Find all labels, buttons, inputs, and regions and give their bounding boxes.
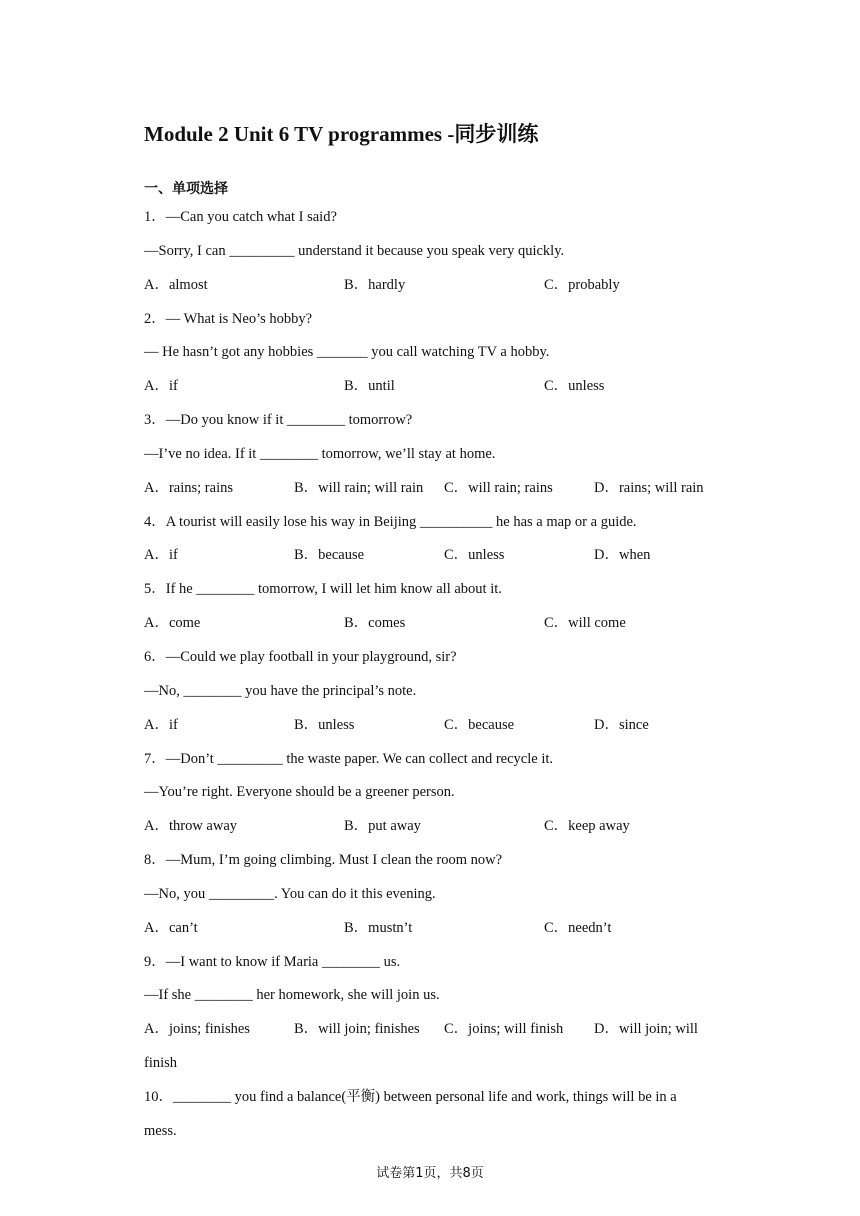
question-line: mess. [144,1122,177,1139]
option-b: B．mustn’t [344,919,413,936]
question-stem: 5．If he ________ tomorrow, I will let him know all about it. [144,581,502,598]
section-heading: 一、单项选择 [144,181,228,197]
option-c: C．will rain; rains [444,479,553,496]
options-row [144,814,724,848]
option-a: A．if [144,547,178,564]
option-a: A．come [144,615,201,632]
question-list [144,205,724,1153]
option-a: A．rains; rains [144,479,233,496]
option-a: A．throw away [144,818,238,835]
option-b: B．because [294,547,365,564]
question-line: —You’re right. Everyone should be a greener person. [144,784,455,801]
question-line: —I’ve no idea. If it ________ tomorrow, we’ll stay at home. [144,445,496,462]
question-line: —Sorry, I can _________ understand it because you speak very quickly. [144,242,565,259]
question-stem: 2．— What is Neo’s hobby? [144,310,313,327]
question-stem: 6．—Could we play football in your playground, sir? [144,648,457,665]
page-footer: 试卷第1页，共8页 [376,1166,484,1181]
question-stem: 1．—Can you catch what I said? [144,209,337,225]
option-c: C．joins; will finish [444,1021,564,1038]
option-b: B．put away [344,818,421,835]
option-c: C．needn’t [544,919,612,936]
options-row [144,543,724,577]
question-stem: 9．—I want to know if Maria ________ us. [144,953,401,970]
option-c: C．keep away [544,818,630,835]
option-a: A．can’t [144,919,198,936]
question-stem: 8．—Mum, I’m going climbing. Must I clean the room now? [144,852,503,869]
option-wrap-line: finish [144,1055,178,1072]
question-stem: 10．________ you find a balance(平衡) between personal life and work, things will be in a [144,1088,677,1105]
options-row [144,476,724,510]
page-title: Module 2 Unit 6 TV programmes -同步训练 [144,122,539,146]
question-line: —No, you _________. You can do it this evening. [144,885,436,902]
option-d: D．when [594,547,651,564]
question-line: — He hasn’t got any hobbies _______ you call watching TV a hobby. [144,344,550,361]
option-b: B．comes [344,615,406,632]
option-c: C．unless [444,547,505,564]
option-c: C．because [444,716,515,733]
options-row [144,713,724,747]
option-d: D．since [594,716,649,733]
option-c: C．probably [544,276,620,293]
options-row [144,916,724,950]
option-b: B．until [344,378,395,395]
option-b: B．will join; finishes [294,1021,420,1038]
option-a: A．if [144,716,178,733]
option-d: D．will join; will [594,1021,698,1038]
question-stem: 4．A tourist will easily lose his way in Beijing __________ he has a map or a guide. [144,513,637,530]
question-line: —No, ________ you have the principal’s note. [144,682,417,699]
question-stem: 7．—Don’t _________ the waste paper. We can collect and recycle it. [144,750,554,767]
option-c: C．unless [544,378,605,395]
question-line: —If she ________ her homework, she will join us. [144,987,440,1004]
option-b: B．hardly [344,276,406,293]
option-a: A．joins; finishes [144,1021,250,1038]
option-a: A．if [144,378,178,395]
option-c: C．will come [544,615,626,632]
option-a: A．almost [144,276,208,293]
options-row [144,611,724,645]
option-d: D．rains; will rain [594,479,704,496]
options-row [144,374,724,408]
options-row [144,1017,724,1051]
question-stem: 3．—Do you know if it ________ tomorrow? [144,412,413,429]
option-b: B．unless [294,716,355,733]
option-b: B．will rain; will rain [294,479,424,496]
options-row [144,273,724,307]
